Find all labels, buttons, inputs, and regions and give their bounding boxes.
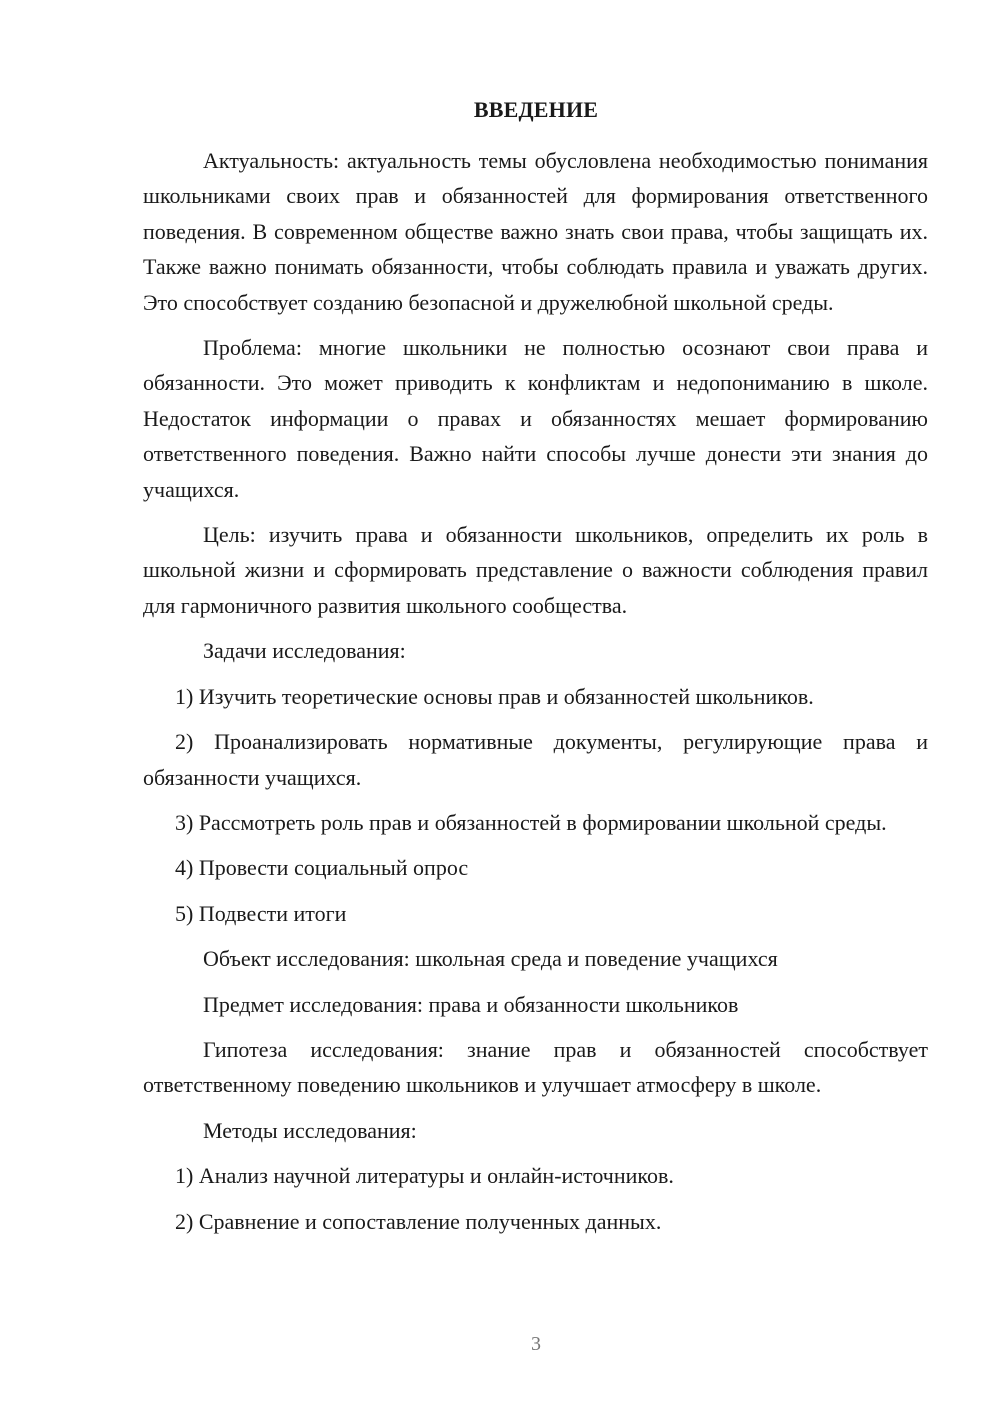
- task-item: 5) Подвести итоги: [175, 900, 347, 926]
- task-item: 4) Провести социальный опрос: [175, 855, 469, 881]
- task-item: 3) Рассмотреть роль прав и обязанностей в формировании школьной среды.: [175, 809, 887, 835]
- method-item: 2) Сравнение и сопоставление полученных данных.: [175, 1208, 662, 1234]
- methods-heading: Методы исследования:: [203, 1117, 417, 1143]
- method-item: 1) Анализ научной литературы и онлайн-источников.: [175, 1163, 674, 1189]
- goal-paragraph: Цель: изучить права и обязанности школьников, определить их роль в школьной жизни и сформировать представление о важности соблюдения правил для гармоничного развития школьного сообщества.: [143, 522, 928, 618]
- research-subject: Предмет исследования: права и обязанности школьников: [203, 991, 739, 1017]
- task-item: 2) Проанализировать нормативные документы, регулирующие права и обязанности учащихся.: [143, 729, 928, 790]
- research-hypothesis: Гипотеза исследования: знание прав и обязанностей способствует ответственному поведению школьников и улучшает атмосферу в школе.: [143, 1036, 928, 1098]
- task-item: 1) Изучить теоретические основы прав и обязанностей школьников.: [175, 683, 814, 709]
- tasks-heading: Задачи исследования:: [203, 638, 406, 664]
- problem-paragraph: Проблема: многие школьники не полностью осознают свои права и обязанности. Это может приводить к конфликтам и недопониманию в школе. Недостаток информации о правах и обязанностях мешает формированию ответственного поведения. Важно найти способы лучше донести эти знания до учащихся.: [143, 335, 928, 502]
- document-body: [143, 143, 928, 1249]
- page-title: ВВЕДЕНИЕ: [473, 97, 599, 122]
- relevance-paragraph: Актуальность: актуальность темы обусловлена необходимостью понимания школьниками своих прав и обязанностей для формирования ответственного поведения. В современном обществе важно знать свои права, чтобы защищать их. Также важно понимать обязанности, чтобы соблюдать правила и уважать других. Это способствует созданию безопасной и дружелюбной школьной среды.: [143, 148, 928, 315]
- research-object: Объект исследования: школьная среда и поведение учащихся: [203, 946, 778, 972]
- page-number: 3: [531, 1333, 541, 1355]
